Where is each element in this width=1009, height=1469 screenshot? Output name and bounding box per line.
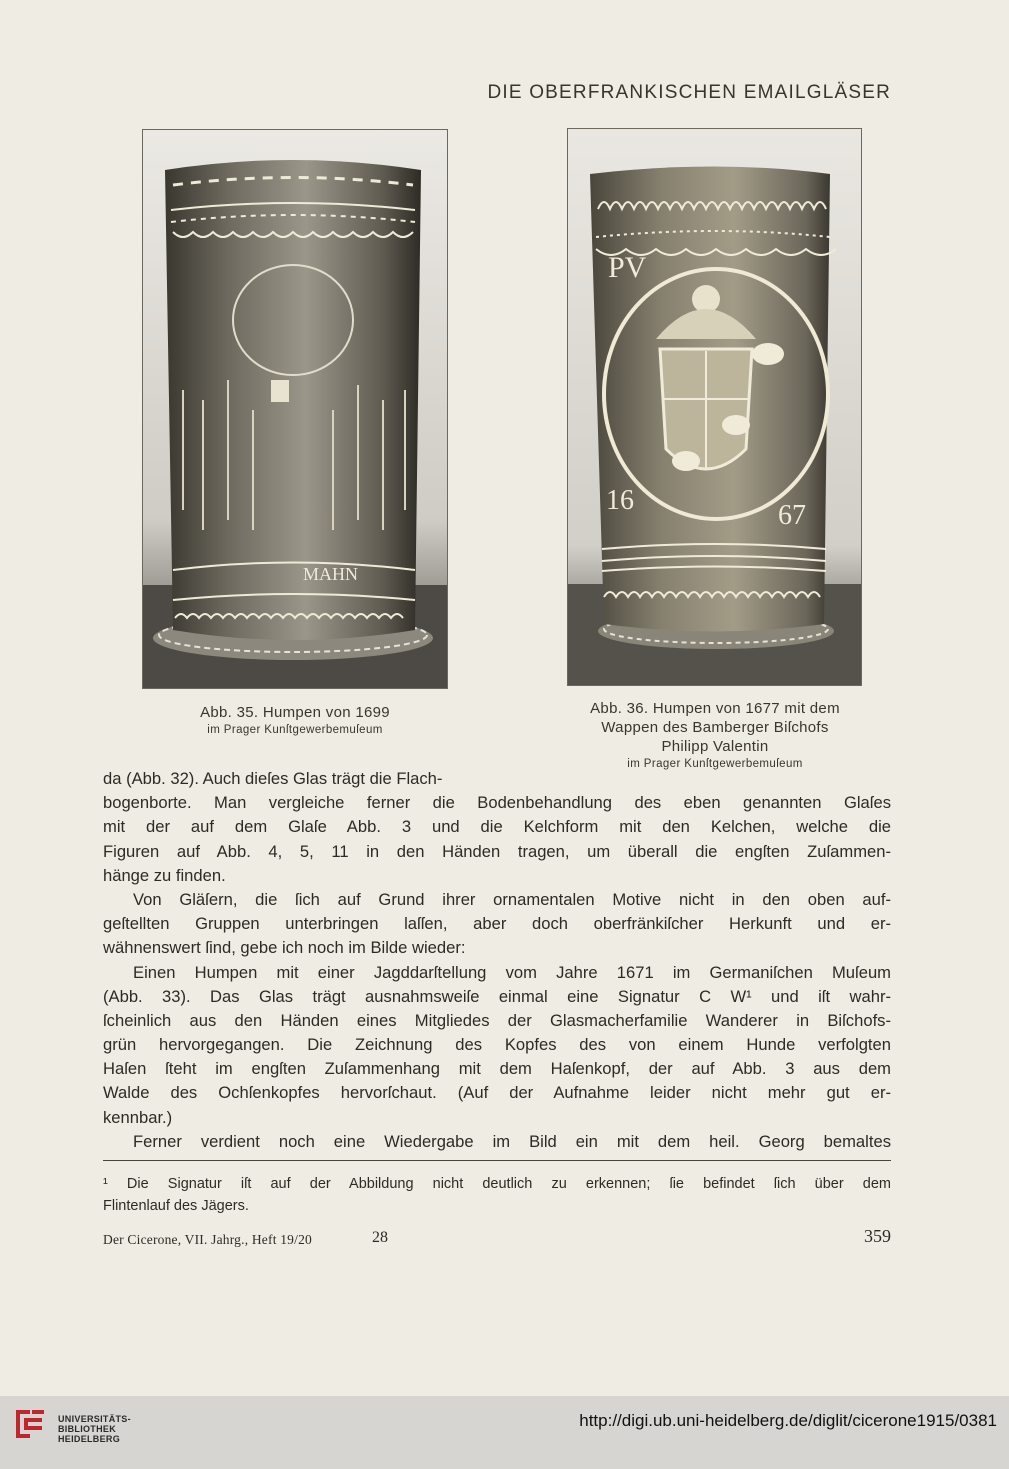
text-line: ſcheinlich aus den Händen eines Mitgliedes der Glasmacherfamilie Wanderer in Biſchofs- — [103, 1010, 891, 1030]
text-line: da (Abb. 32). Auch dieſes Glas trägt die Flach- — [103, 769, 443, 788]
text-line: bogenborte. Man vergleiche ferner die Bodenbehandlung des eben genannten Glaſes — [103, 793, 891, 813]
text-line: Ferner verdient noch eine Wiedergabe im Bild ein mit dem heil. Georg bemaltes — [133, 1131, 891, 1151]
text-line: grün hervorgegangen. Die Zeichnung des Kopfes des von einem Hunde verfolgten — [103, 1035, 891, 1055]
footnote-line: ¹ Die Signatur iſt auf der Abbildung nicht deutlich zu erkennen; ſie befindet ſich über dem — [103, 1176, 891, 1192]
text-line: Haſen ſteht im engſten Zuſammenhang mit dem Haſenkopf, der auf Abb. 3 aus dem — [103, 1059, 891, 1079]
text-line: geſtellten Gruppen unterbringen laſſen, aber doch oberfränkiſcher Herkunft und er- — [103, 914, 891, 934]
caption-title-cont: Philipp Valentin — [661, 738, 769, 755]
library-name-line: UNIVERSITÄTS- — [58, 1414, 131, 1424]
caption-location: im Prager Kunſtgewerbemuſeum — [207, 724, 383, 736]
text-line: (Abb. 33). Das Glas trägt ausnahmsweiſe einmal eine Signatur C W¹ und iſt wahr- — [103, 986, 891, 1006]
ub-heidelberg-logo-icon[interactable] — [12, 1406, 48, 1442]
glass-inscription-text: MAHN — [303, 564, 359, 584]
permalink-url[interactable]: http://digi.ub.uni-heidelberg.de/diglit/cicerone1915/0381 — [579, 1411, 997, 1430]
text-line: kennbar.) — [103, 1107, 173, 1127]
figure-35-photo — [142, 129, 448, 689]
body-text — [103, 767, 891, 1154]
caption-location: im Prager Kunſtgewerbemuſeum — [627, 758, 803, 770]
page-number: 359 — [864, 1226, 891, 1246]
footnote-line: Flintenlauf des Jägers. — [103, 1198, 249, 1214]
footnote — [103, 1173, 891, 1217]
journal-reference: Der Cicerone, VII. Jahrg., Heft 19/20 — [103, 1232, 312, 1247]
figure-36-photo — [567, 128, 862, 686]
caption-title: Abb. 36. Humpen von 1677 mit dem — [590, 700, 840, 717]
signature-mark: 28 — [372, 1229, 388, 1246]
library-name[interactable] — [58, 1414, 131, 1444]
humpen-1699-illustration — [143, 130, 447, 688]
caption-title: Abb. 35. Humpen von 1699 — [200, 704, 390, 721]
figure-35-caption — [150, 703, 440, 738]
glass-year-left-text: 16 — [606, 485, 634, 516]
library-name-line: HEIDELBERG — [58, 1434, 121, 1444]
library-footer-bar — [0, 1396, 1009, 1469]
text-line: Walde des Ochſenkopfes hervorſchaut. (Auf der Aufnahme leider nicht mehr gut er- — [103, 1083, 891, 1103]
glass-year-right-text: 67 — [778, 500, 806, 531]
running-head: DIE OBERFRANKISCHEN EMAILGLÄSER — [487, 82, 891, 103]
caption-title-cont: Wappen des Bamberger Biſchofs — [601, 719, 829, 736]
text-line: Von Gläſern, die ſich auf Grund ihrer ornamentalen Motive nicht in den oben auf- — [133, 889, 891, 909]
text-line: wähnenswert ſind, gebe ich noch im Bilde wieder: — [103, 938, 466, 958]
humpen-1677-illustration — [568, 129, 861, 685]
figure-36-caption — [540, 699, 890, 772]
text-line: hänge zu finden. — [103, 865, 226, 885]
text-line: Figuren auf Abb. 4, 5, 11 in den Händen tragen, um überall die engſten Zuſammen- — [103, 841, 891, 861]
text-line: Einen Humpen mit einer Jagddarſtellung vom Jahre 1671 im Germaniſchen Muſeum — [133, 962, 891, 982]
footnote-rule — [103, 1160, 891, 1161]
library-name-line: BIBLIOTHEK — [58, 1424, 116, 1434]
glass-initials-text: PV — [608, 251, 647, 284]
text-line: mit der auf dem Glaſe Abb. 3 und die Kelchform mit den Kelchen, welche die — [103, 817, 891, 837]
